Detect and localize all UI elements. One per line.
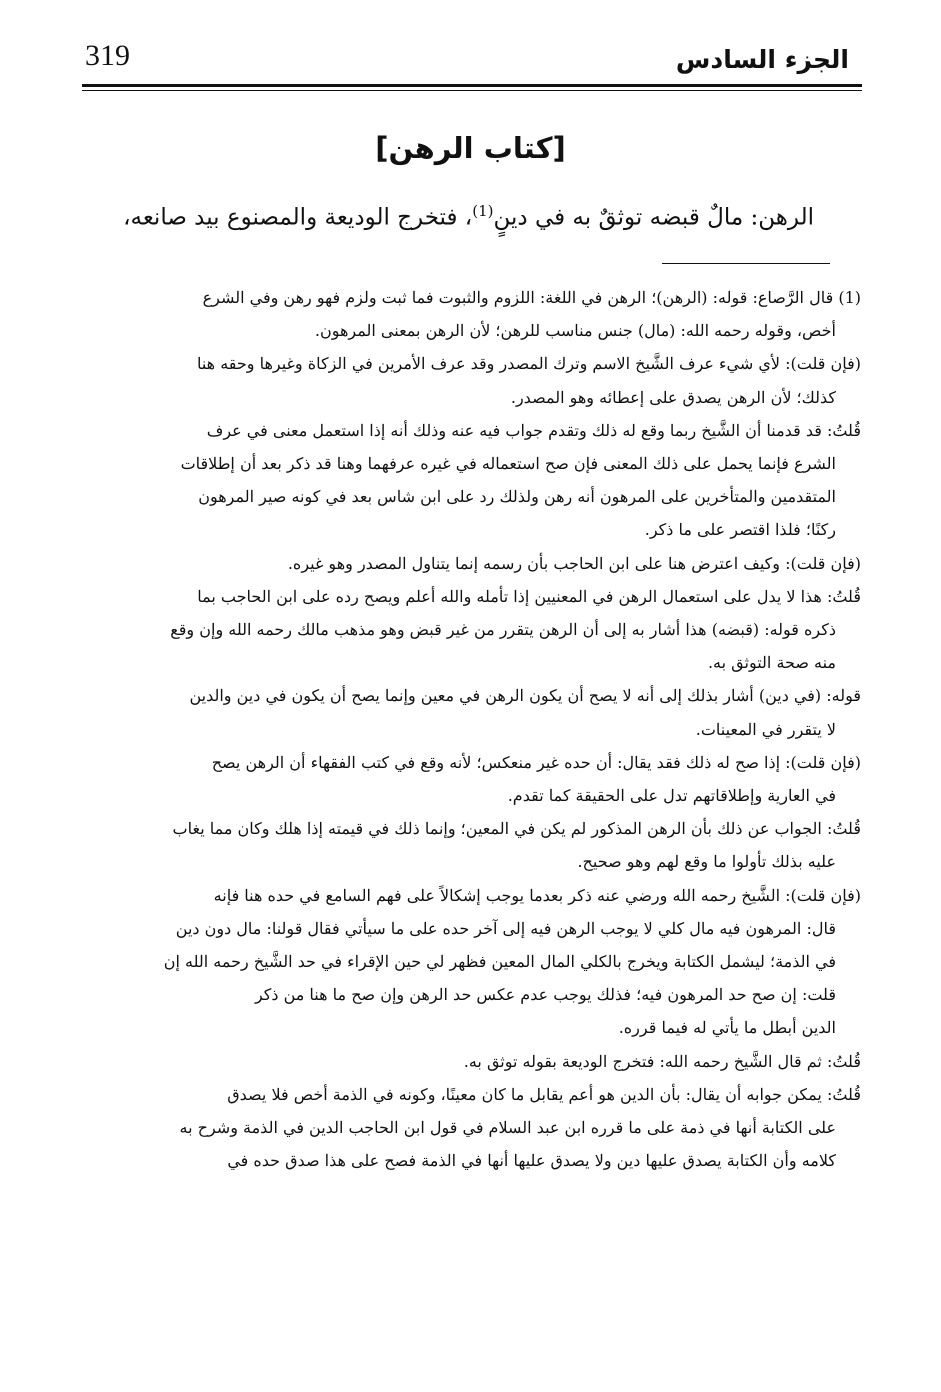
main-text-before-ref: الرهن: مالٌ قبضه توثقٌ به في دينٍ <box>493 204 814 231</box>
footnote-line: ذكره قوله: (قبضه) هذا أشار به إلى أن الرهن يتقرر من غير قبض وهو مذهب مالك رحمه الله وإن وقع <box>170 620 836 640</box>
footnote-line: قُلتُ: الجواب عن ذلك بأن الرهن المذكور لم يكن في المعين؛ وإنما ذلك في قيمته إذا هلك وكان مما يغاب <box>172 819 861 839</box>
footnote-line: قوله: (في دين) أشار بذلك إلى أنه لا يصح أن يكون الرهن في معين وإنما يصح أن يكون في دين والدين <box>189 686 861 706</box>
footnote-line: قال: المرهون فيه مال كلي لا يوجب الرهن فيه إلى آخر حده على ما سيأتي فقال قولنا: مال دون دين <box>175 918 836 938</box>
footnote-line: أخص، وقوله رحمه الله: (مال) جنس مناسب للرهن؛ لأن الرهن بمعنى المرهون. <box>314 321 836 341</box>
footnote-reference: (1) <box>472 202 494 220</box>
footnote-paragraph <box>78 281 861 347</box>
footnote-line: قُلتُ: ثم قال الشَّيخ رحمه الله: فتخرج الوديعة بقوله توثق به. <box>463 1051 861 1071</box>
footnote-line: (1) قال الرَّصاع: قوله: (الرهن)؛ الرهن في اللغة: اللزوم والثبوت فما ثبت ولزم فهو رهن وفي الشرع <box>202 288 861 307</box>
footnote-line: (فإن قلت): لأي شيء عرف الشَّيخ الاسم وترك المصدر وقد عرف الأمرين في الزكاة وغيرها وحقه هنا <box>196 354 861 374</box>
page-number: 319 <box>85 39 130 72</box>
footnote-paragraph <box>78 547 861 580</box>
footnote-line: قُلتُ: يمكن جوابه أن يقال: بأن الدين هو أعم يقابل ما كان معينًا، وكونه في الذمة أخص فلا يصدق <box>227 1084 861 1104</box>
footnote-line: (فإن قلت): الشَّيخ رحمه الله ورضي عنه ذكر بعدما يوجب إشكالاً على فهم السامع في حده هنا فإنه <box>213 885 861 905</box>
footnote-line: قلت: إن صح حد المرهون فيه؛ فذلك يوجب عدم عكس حد الرهن وإن صح ما هنا من ذكر <box>254 985 836 1005</box>
chapter-title: [كتاب الرهن] <box>375 131 566 165</box>
footnote-paragraph <box>78 812 861 878</box>
footnote-line: منه صحة التوثق به. <box>707 653 836 673</box>
footnotes <box>78 281 861 1177</box>
footnote-line: في الذمة؛ ليشمل الكتابة ويخرج بالكلي المال المعين فظهر لي حين الإقراء في حد الشَّيخ رحمه الله إن <box>163 952 836 972</box>
footnote-line: لا يتقرر في المعينات. <box>695 719 836 739</box>
footnote-paragraph <box>78 1078 861 1178</box>
footnote-line: قُلتُ: قد قدمنا أن الشَّيخ ربما وقع له ذلك وتقدم جواب فيه عنه وذلك أنه إذا استعمل معنى في عرف <box>206 420 861 440</box>
footnote-line: كذلك؛ لأن الرهن يصدق على إعطائه وهو المصدر. <box>510 387 836 407</box>
header-rule-thin <box>82 90 862 91</box>
footnote-line: قُلتُ: هذا لا يدل على استعمال الرهن في المعنيين إذا تأمله والله أعلم ويصح رده على ابن الحاجب بما <box>197 586 861 606</box>
footnote-line: في العارية وإطلاقاتهم تدل على الحقيقة كما تقدم. <box>507 786 836 806</box>
part-title: الجزء السادس <box>675 45 849 74</box>
footnote-line: كلامه وأن الكتابة يصدق عليها دين ولا يصدق عليها أنها في الذمة فصح على هذا صدق حده في <box>227 1151 836 1171</box>
main-text-after-ref: ، فتخرج الوديعة والمصنوع بيد صانعه، <box>123 204 473 231</box>
footnote-separator <box>662 263 830 264</box>
header-rule <box>82 84 862 87</box>
footnote-paragraph <box>78 679 861 745</box>
footnote-paragraph <box>78 746 861 812</box>
footnote-line: ركنًا؛ فلذا اقتصر على ما ذكر. <box>644 520 836 540</box>
footnote-line: الشرع فإنما يحمل على ذلك المعنى فإن صح استعماله في غيره عرفهما وهنا قد ذكر بعد أن إطلاقات <box>180 454 836 474</box>
footnote-paragraph <box>78 414 861 547</box>
footnote-line: الدين أبطل ما يأتي له فيما قرره. <box>618 1018 836 1038</box>
footnote-paragraph <box>78 347 861 413</box>
footnote-line: على الكتابة أنها في ذمة على ما قرره ابن عبد السلام في قول ابن الحاجب الدين في الذمة وشرح به <box>179 1118 836 1138</box>
footnote-paragraph <box>78 1045 861 1078</box>
footnote-paragraph <box>78 879 861 1045</box>
footnote-line: المتقدمين والمتأخرين على المرهون أنه رهن ولذلك رد على ابن شاس بعد في كونه صير المرهون <box>198 487 836 507</box>
main-text <box>114 190 814 239</box>
footnote-paragraph <box>78 580 861 680</box>
footnote-line: (فإن قلت): وكيف اعترض هنا على ابن الحاجب بأن رسمه إنما يتناول المصدر وهو غيره. <box>287 553 861 573</box>
footnote-line: عليه بذلك تأولوا ما وقع لهم وهو صحيح. <box>577 852 836 872</box>
footnote-line: (فإن قلت): إذا صح له ذلك فقد يقال: أن حده غير منعكس؛ لأنه وقع في كتب الفقهاء أن الرهن يصح <box>211 752 861 772</box>
